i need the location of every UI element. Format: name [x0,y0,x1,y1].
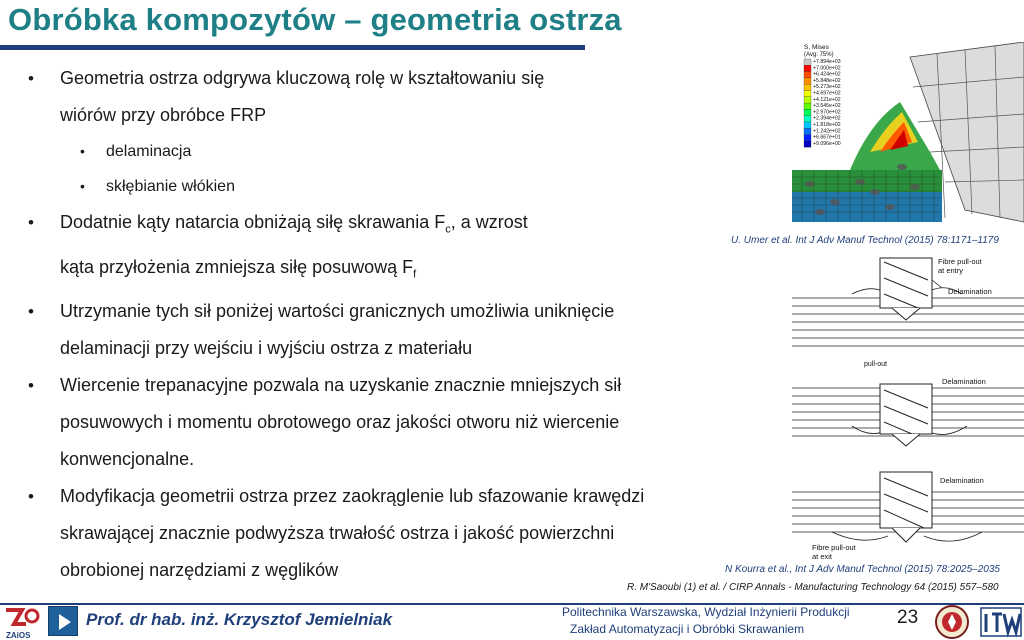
subscript-c: c [445,223,451,236]
label-delamination-middle: Delamination [942,377,986,386]
play-icon[interactable] [48,606,78,636]
bullet-5-line-2: skrawającej znacznie podwyższa trwałość ostrza i jakość powierzchni [60,523,615,544]
drill-middle-diagram [792,377,1024,446]
label-fibre-pullout-exit: Fibre pull-out [812,543,856,552]
legend-subtitle: (Avg: 75%) [804,52,834,58]
drill-entry-diagram [792,257,1024,368]
label-delamination-entry: Delamination [948,287,992,296]
bullet-4-line-1: • Wiercenie trepanacyjne pozwala na uzyskanie znacznie mniejszych sił [60,375,622,396]
bullet-2-text-b: , a wzrost [450,212,528,232]
bullet-3 [28,293,748,367]
sub-bullet-fibre-tangling: • skłębianie włókien [28,169,748,204]
legend-swatch [804,84,811,90]
legend-swatch [804,91,811,97]
legend-swatch [804,59,811,65]
bullet-4-line-3: konwencjonalne. [60,449,195,470]
legend-swatch [804,72,811,78]
bullet-5-line-1: • Modyfikacja geometrii ostrza przez zaokrąglenie lub sfazowanie krawędzi [60,486,645,507]
citation-msaoubi: R. M'Saoubi (1) et al. / CIRP Annals - Manufacturing Technology 64 (2015) 557–580 [627,582,999,593]
sub-bullet-delamination: • delaminacja [28,134,748,169]
legend-swatch [804,103,811,109]
bullet-3-line-1: • Utrzymanie tych sił poniżej wartości granicznych umożliwia uniknięcie [60,301,615,322]
legend-value: +7.894e+03 [813,59,841,65]
citation-kourra: N Kourra et al., Int J Adv Manuf Technol (2015) 78:2025–2035 [725,564,1000,575]
bullet-1-line-1: • Geometria ostrza odgrywa kluczową rolę w kształtowaniu się [60,68,545,88]
bullet-1-line-2: wiórów przy obróbce FRP [60,105,267,125]
label-fibre-pullout-entry: Fibre pull-out [938,257,982,266]
citation-umer: U. Umer et al. Int J Adv Manuf Technol (2015) 78:1171–1179 [731,235,999,246]
bullet-2 [28,204,748,293]
page-number: 23 [897,607,919,628]
legend-value: +1.818e+02 [813,122,841,128]
zaios-logo-text: ZAiOS [6,631,31,640]
legend-value: +7.000e+02 [813,65,841,72]
bullet-2-line-2 [60,249,748,294]
bullet-2-text-a: Dodatnie kąty natarcia obniżają siłę skrawania F [60,212,446,232]
legend-swatch [804,116,811,122]
footer-divider [0,603,1024,605]
fem-simulation-figure [790,42,1024,232]
legend-value: +1.242e+02 [813,128,841,135]
legend-swatch [804,128,811,134]
legend-swatch [804,135,811,141]
label-delamination-exit: Delamination [940,476,984,485]
bullet-1 [28,60,748,134]
footer-institution: Politechnika Warszawska, Wydział Inżynierii Produkcji [562,605,850,619]
bullet-5 [28,478,748,589]
bullet-3-line-2: delaminacji przy wejściu i wyjściu ostrza z materiału [60,338,473,359]
bullet-4 [28,367,748,478]
legend-value: +3.545e+02 [813,103,841,110]
slide-title: Obróbka kompozytów – geometria ostrza [8,2,622,37]
footer-author: Prof. dr hab. inż. Krzysztof Jemielniak [86,610,393,629]
drill-exit-diagram [792,472,1024,560]
legend-value: +2.970e+02 [813,109,841,116]
zaios-logo [2,606,42,640]
legend-value: +2.394e+02 [813,115,841,122]
stress-legend [804,44,841,147]
subscript-f: f [413,268,417,281]
legend-swatch [804,122,811,128]
legend-swatch [804,65,811,71]
bullet-2-line-1 [60,204,748,249]
bullet-5-line-3: obrobionej narzędziami z węglików [60,560,339,581]
bullet-4-line-2: posuwowych i momentu obrotowego oraz jakości otworu niż wiercenie [60,412,620,433]
legend-swatch [804,78,811,84]
legend-value: +6.424e+02 [813,71,841,78]
itw-logo-icon [980,606,1022,638]
bullet-list [28,60,748,589]
legend-swatch [804,97,811,103]
university-crest-icon [926,604,978,640]
legend-value: +5.848e+02 [813,77,841,84]
legend-value: +9.096e+00 [813,140,841,147]
legend-title: S, Mises [804,44,829,51]
label-at-exit: at exit [812,552,833,560]
drilling-delamination-diagram [792,250,1024,560]
footer-department: Zakład Automatyzacji i Obróbki Skrawaniem [570,622,805,636]
legend-swatch [804,141,811,147]
label-at-entry: at entry [938,266,964,275]
title-underline [0,45,585,50]
legend-value: +5.273e+02 [813,84,841,91]
legend-swatch [804,109,811,115]
bullet-2-text-c: kąta przyłożenia zmniejsza siłę posuwową F [60,256,414,277]
label-pullout: pull-out [864,361,887,368]
legend-value: +6.667e+01 [813,134,841,141]
legend-value: +4.121e+02 [813,96,841,103]
legend-value: +4.697e+02 [813,90,841,97]
